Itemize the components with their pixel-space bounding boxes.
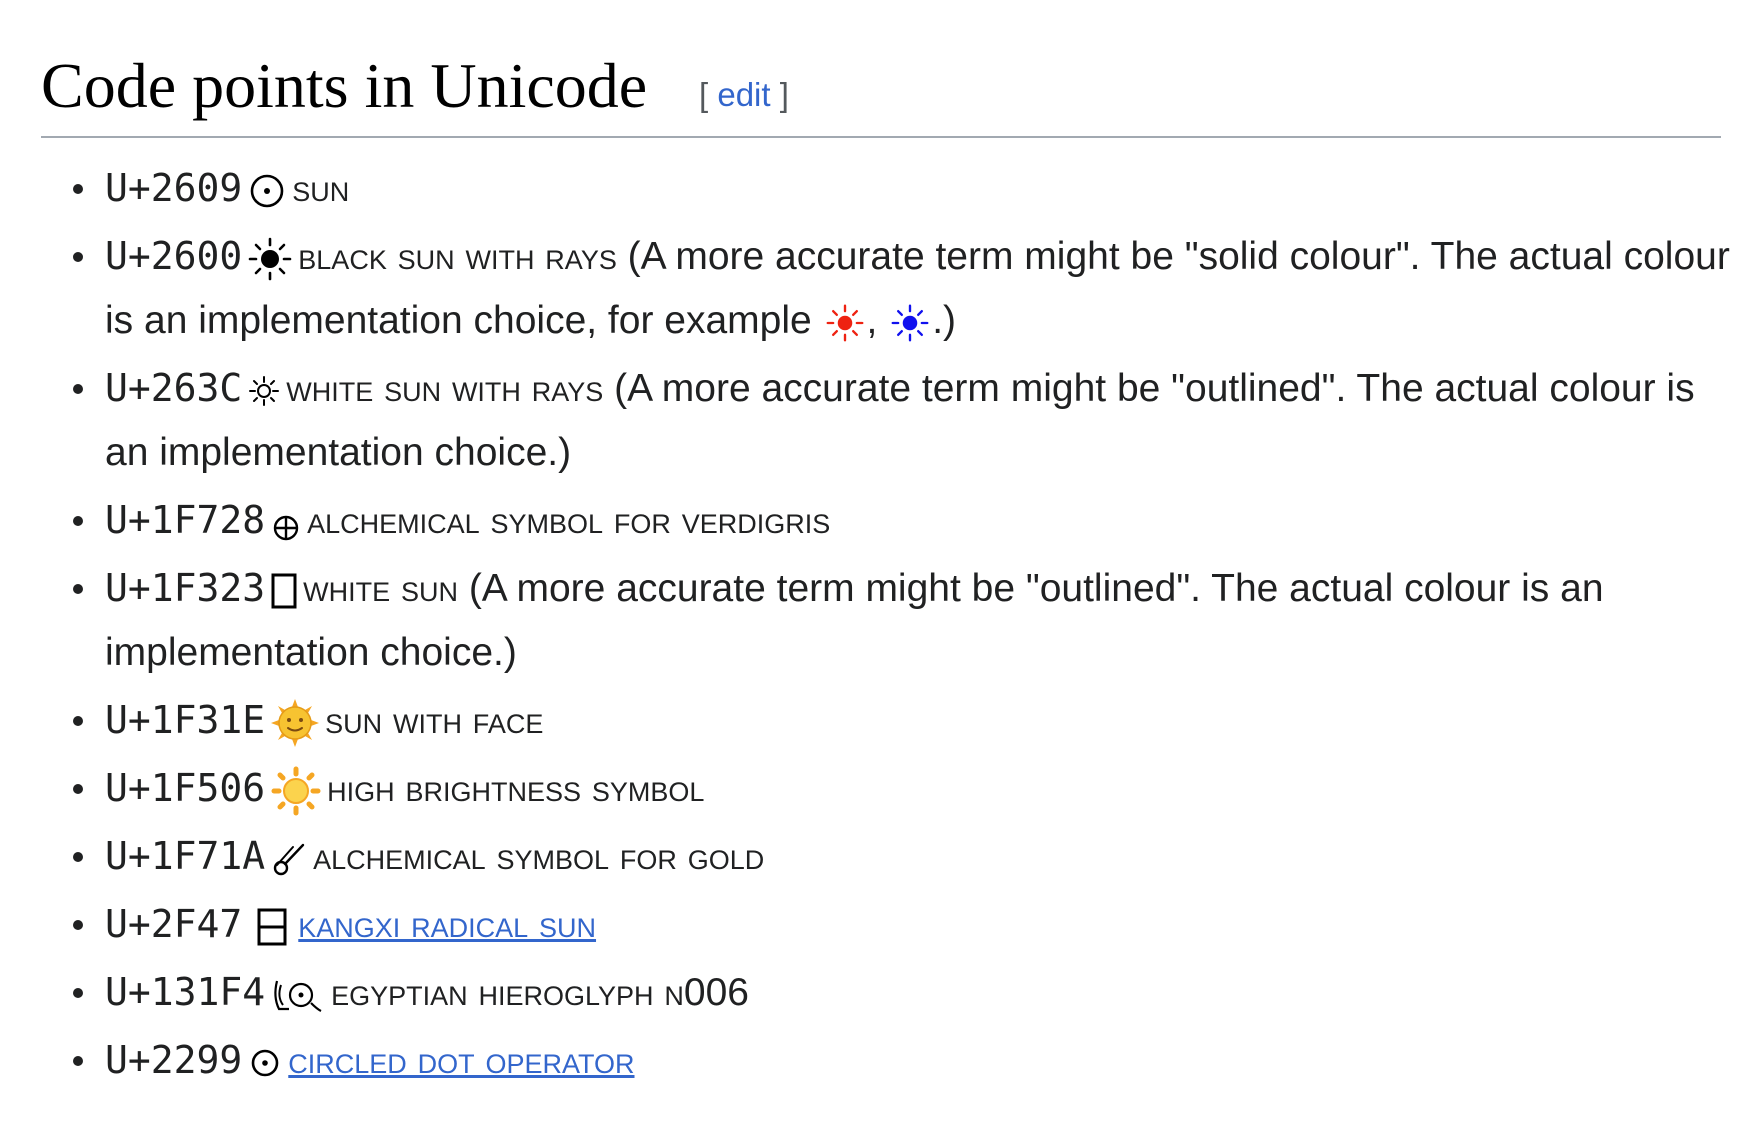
- code-point: U+1F31E: [105, 698, 266, 742]
- note-text: (A more accurate term might be "outlined". The actual colour is an implementation choice.): [105, 367, 1695, 474]
- note-end: .): [932, 299, 957, 342]
- character-name: black sun with rays: [298, 235, 617, 278]
- character-name: white sun with rays: [286, 367, 604, 410]
- verdigris-symbol-icon: [271, 489, 301, 553]
- code-point: U+2600: [105, 234, 243, 278]
- list-item: [41, 224, 1731, 353]
- character-name: egyptian hieroglyph n006: [331, 971, 749, 1014]
- character-name: high brightness symbol: [327, 767, 705, 810]
- character-name: sun: [292, 167, 350, 210]
- edit-bracket-open: [: [699, 76, 718, 113]
- edit-bracket-close: ]: [770, 76, 789, 113]
- code-point: U+1F71A: [105, 834, 266, 878]
- list-item: [41, 824, 1731, 889]
- kangxi-sun-icon: [256, 893, 288, 957]
- separator: ,: [866, 299, 889, 342]
- list-item: [41, 356, 1731, 485]
- code-point: U+1F506: [105, 766, 266, 810]
- kangxi-radical-sun-link[interactable]: kangxi radical sun: [298, 903, 597, 946]
- code-point: U+1F323: [105, 566, 266, 610]
- code-point: U+131F4: [105, 970, 266, 1014]
- circled-dot-icon: [248, 1029, 282, 1093]
- note-text: (A more accurate term might be "outlined". The actual colour is an implementation choice.): [105, 567, 1604, 674]
- hieroglyph-n006-icon: [271, 961, 325, 1025]
- code-point-list: [41, 156, 1731, 1096]
- list-item: [41, 688, 1731, 753]
- edit-section: [699, 76, 789, 114]
- page-title: Code points in Unicode: [41, 50, 648, 121]
- code-point: U+2609: [105, 166, 243, 210]
- white-sun-box-icon: [271, 557, 297, 621]
- list-item: [41, 960, 1731, 1025]
- code-point: U+263C: [105, 366, 243, 410]
- list-item: [41, 156, 1731, 221]
- sun-glyph-icon: [248, 157, 286, 221]
- list-item: [41, 1028, 1731, 1093]
- white-sun-with-rays-icon: [248, 357, 280, 421]
- black-sun-with-rays-icon: [248, 225, 292, 289]
- edit-link[interactable]: edit: [717, 76, 771, 113]
- sun-with-face-icon: [271, 689, 319, 753]
- character-name: white sun: [303, 567, 458, 610]
- character-name: alchemical symbol for gold: [313, 835, 765, 878]
- list-item: [41, 556, 1731, 685]
- blue-sun-icon: [890, 289, 930, 353]
- code-point: U+2299: [105, 1038, 243, 1082]
- note-text: (A more accurate term might be "solid colour". The actual colour is an implementation choice, for example: [105, 235, 1730, 342]
- character-name: alchemical symbol for verdigris: [307, 499, 831, 542]
- list-item: [41, 756, 1731, 821]
- list-item: [41, 892, 1731, 957]
- circled-dot-operator-link[interactable]: circled dot operator: [288, 1039, 635, 1082]
- code-point: U+2F47: [105, 902, 243, 946]
- code-point: U+1F728: [105, 498, 266, 542]
- character-name: sun with face: [325, 699, 544, 742]
- gold-symbol-icon: [271, 825, 307, 889]
- high-brightness-icon: [271, 757, 321, 821]
- section-heading: [41, 44, 1721, 138]
- list-item: [41, 488, 1731, 553]
- article-section: [41, 44, 1730, 1082]
- red-sun-icon: [825, 289, 865, 353]
